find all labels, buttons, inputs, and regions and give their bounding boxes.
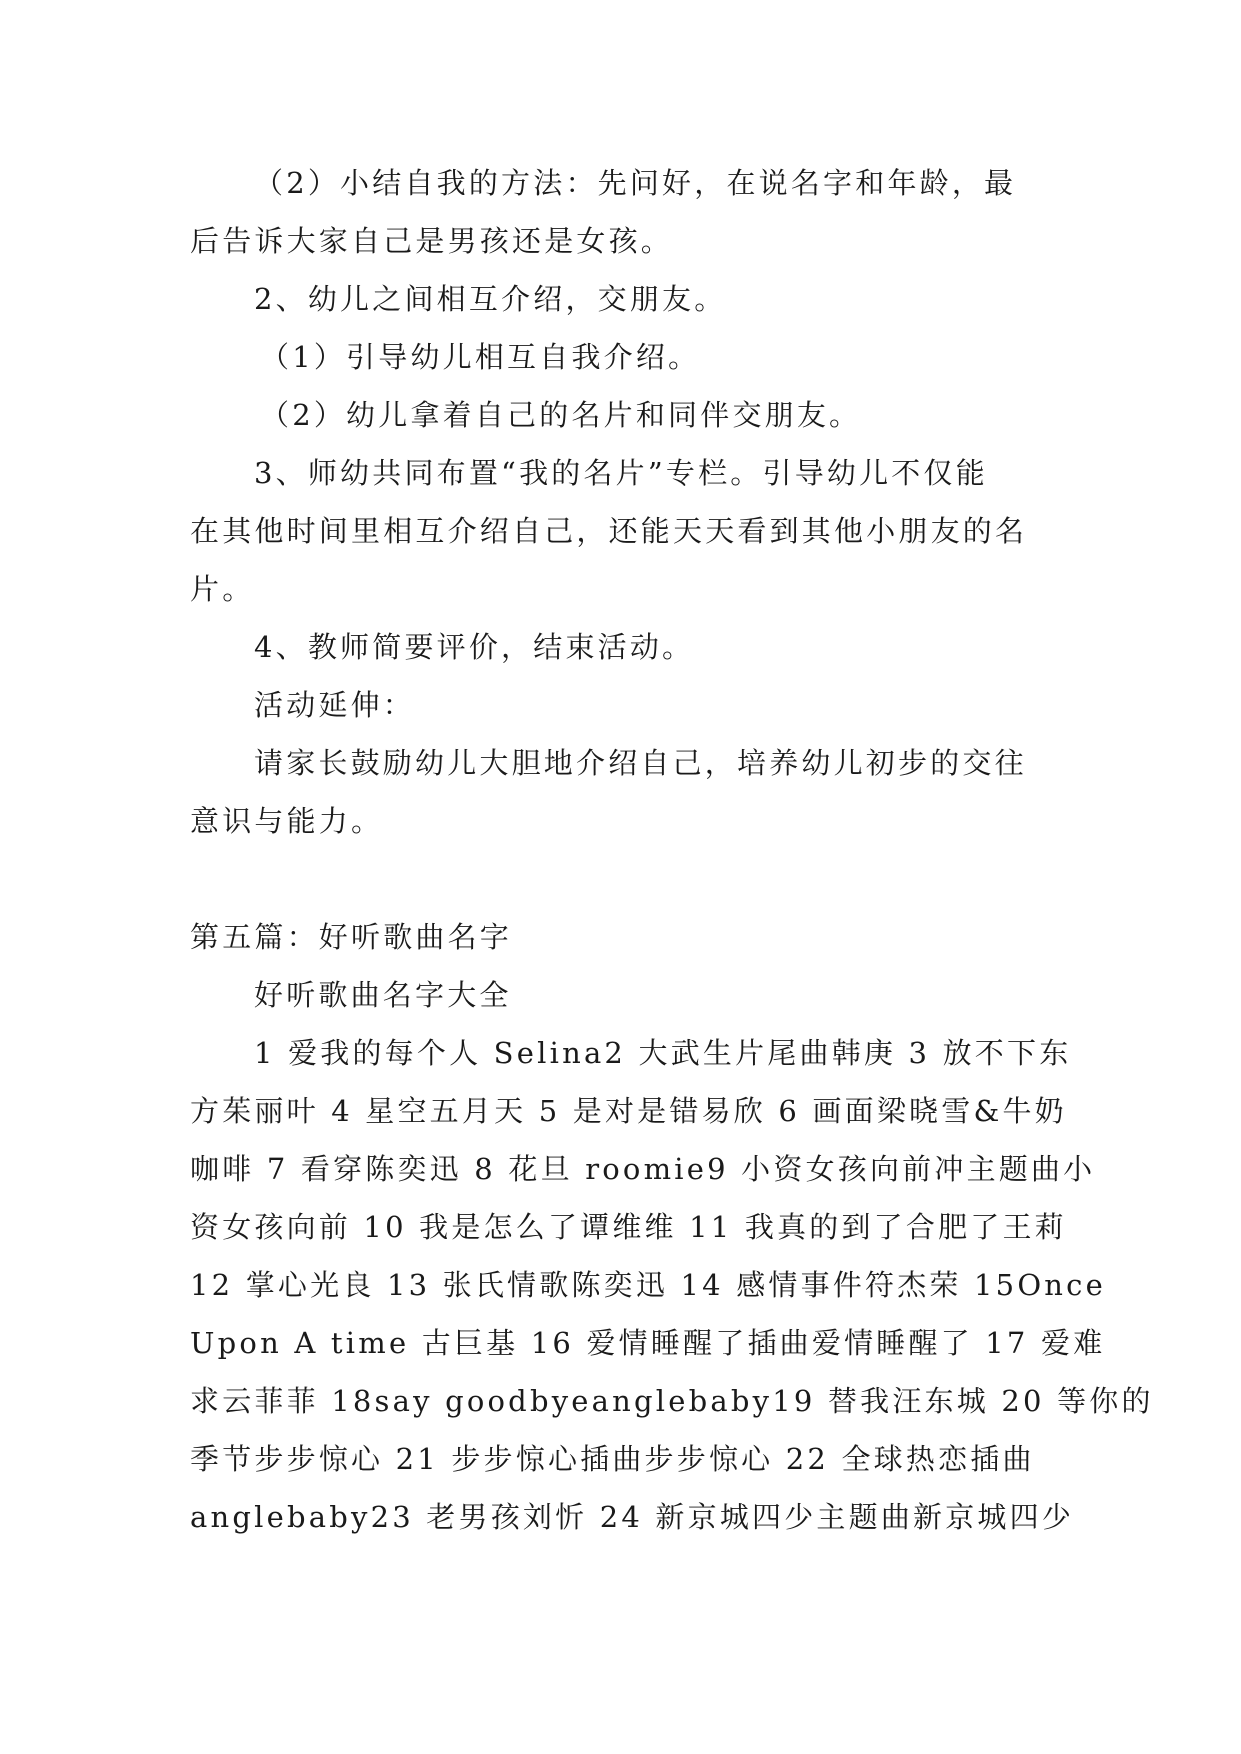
- paragraph-line: 片。: [190, 572, 255, 606]
- paragraph-line: 请家长鼓励幼儿大胆地介绍自己，培养幼儿初步的交往: [254, 746, 1027, 780]
- paragraph-line: 意识与能力。: [190, 804, 384, 838]
- paragraph-line: （2）小结自我的方法：先问好，在说名字和年龄，最: [254, 166, 1017, 200]
- paragraph-line: 后告诉大家自己是男孩还是女孩。: [190, 224, 674, 258]
- section-heading: 第五篇：好听歌曲名字: [190, 920, 513, 954]
- list-line: Upon A time 古巨基 16 爱情睡醒了插曲爱情睡醒了 17 爱难: [190, 1326, 1106, 1360]
- list-line: 资女孩向前 10 我是怎么了谭维维 11 我真的到了合肥了王莉: [190, 1210, 1067, 1244]
- list-line: 季节步步惊心 21 步步惊心插曲步步惊心 22 全球热恋插曲: [190, 1442, 1035, 1476]
- list-line: anglebaby23 老男孩刘忻 24 新京城四少主题曲新京城四少: [190, 1500, 1075, 1534]
- paragraph-line: 2、幼儿之间相互介绍，交朋友。: [254, 282, 727, 316]
- section-subheading: 好听歌曲名字大全: [254, 978, 512, 1012]
- paragraph-line: （1）引导幼儿相互自我介绍。: [260, 340, 701, 374]
- list-line: 方茱丽叶 4 星空五月天 5 是对是错易欣 6 画面梁晓雪&牛奶: [190, 1094, 1067, 1128]
- paragraph-line: 4、教师简要评价，结束活动。: [254, 630, 695, 664]
- paragraph-line: 3、师幼共同布置“我的名片”专栏。引导幼儿不仅能: [254, 456, 988, 490]
- list-line: 咖啡 7 看穿陈奕迅 8 花旦 roomie9 小资女孩向前冲主题曲小: [190, 1152, 1096, 1186]
- paragraph-line: 在其他时间里相互介绍自己，还能天天看到其他小朋友的名: [190, 514, 1028, 548]
- paragraph-line: 活动延伸：: [254, 688, 416, 722]
- list-line: 1 爱我的每个人 Selina2 大武生片尾曲韩庚 3 放不下东: [254, 1036, 1072, 1070]
- list-line: 求云菲菲 18say goodbyeanglebaby19 替我汪东城 20 等你的: [190, 1384, 1154, 1418]
- list-line: 12 掌心光良 13 张氏情歌陈奕迅 14 感情事件符杰荣 15Once: [190, 1268, 1106, 1302]
- paragraph-line: （2）幼儿拿着自己的名片和同伴交朋友。: [260, 398, 862, 432]
